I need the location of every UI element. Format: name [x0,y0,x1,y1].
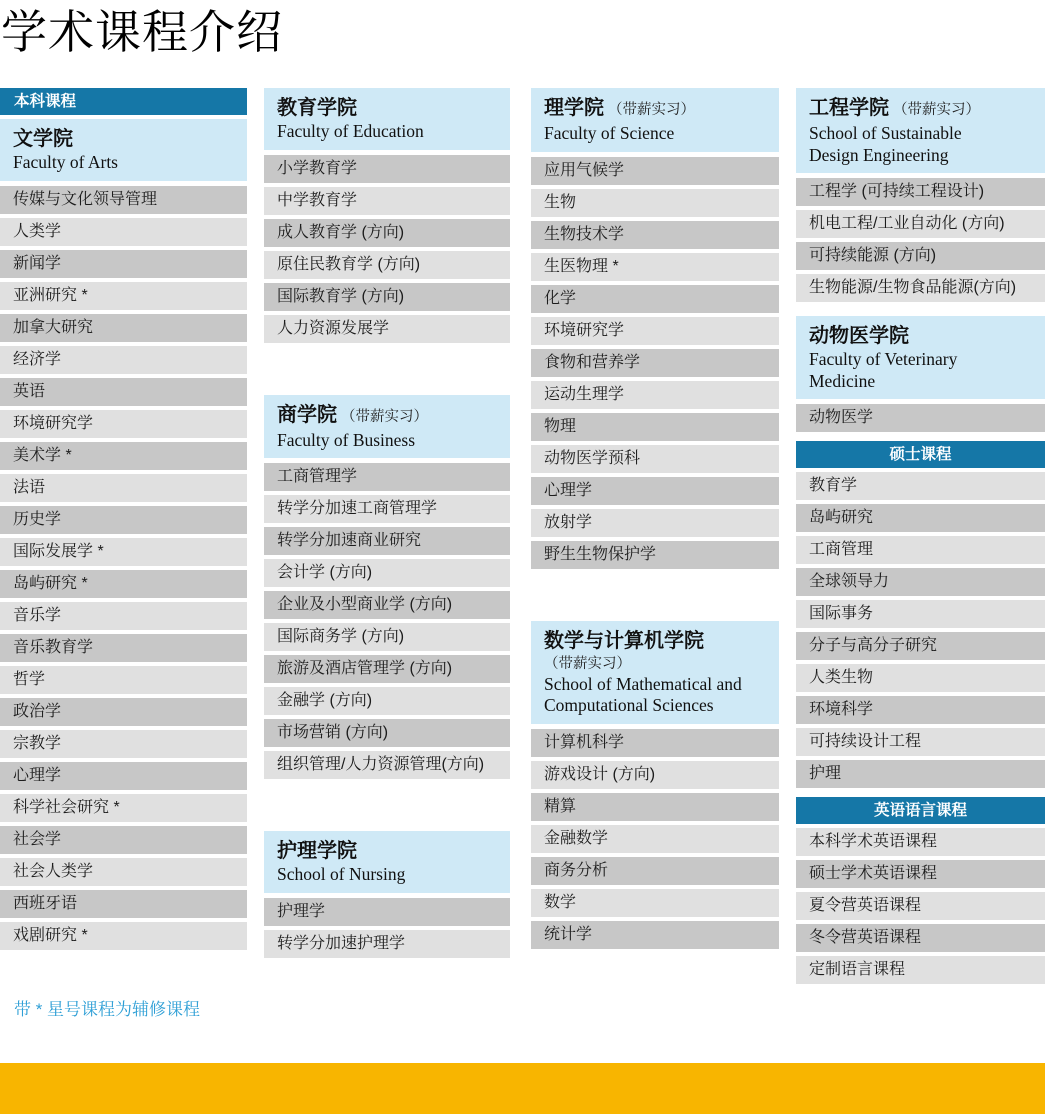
program-item: 社会学 [0,826,247,854]
coop-note: （带薪实习） [337,408,429,425]
program-item: 应用气候学 [531,157,779,185]
program-item: 化学 [531,285,779,313]
program-item: 生物 [531,189,779,217]
program-item: 人力资源发展学 [264,315,510,343]
program-item: 护理学 [264,898,510,926]
faculty-name-en: School of Mathematical and [544,673,742,694]
column-1 [0,88,247,954]
faculty-name-en: Design Engineering [809,144,949,165]
faculty-name-cn: 教育学院 [277,97,357,119]
program-item: 人类学 [0,218,247,246]
program-item: 心理学 [531,477,779,505]
program-item: 计算机科学 [531,729,779,757]
faculty-name-en: Faculty of Arts [13,152,118,172]
program-item: 机电工程/工业自动化 (方向) [796,210,1045,238]
faculty-name-en: School of Sustainable [809,123,962,143]
program-item: 音乐教育学 [0,634,247,662]
column-4 [796,88,1045,988]
faculty-header [0,119,247,181]
program-item: 原住民教育学 (方向) [264,251,510,279]
faculty-name-cn: 动物医学院 [809,325,909,347]
program-item: 人类生物 [796,664,1045,692]
program-item: 国际事务 [796,600,1045,628]
program-item: 加拿大研究 [0,314,247,342]
faculty-name-en: School of Nursing [277,864,406,884]
program-item: 亚洲研究 * [0,282,247,310]
program-item: 生物能源/生物食品能源(方向) [796,274,1045,302]
program-item: 转学分加速工商管理学 [264,495,510,523]
program-item: 环境研究学 [0,410,247,438]
program-item: 冬令营英语课程 [796,924,1045,952]
program-item: 哲学 [0,666,247,694]
footer-color-bar [0,1063,1045,1114]
program-item: 环境研究学 [531,317,779,345]
program-item: 西班牙语 [0,890,247,918]
program-item: 统计学 [531,921,779,949]
program-item: 企业及小型商业学 (方向) [264,591,510,619]
program-item: 护理 [796,760,1045,788]
program-item: 工商管理学 [264,463,510,491]
program-item: 商务分析 [531,857,779,885]
program-item: 会计学 (方向) [264,559,510,587]
program-item: 科学社会研究 * [0,794,247,822]
program-item: 环境科学 [796,696,1045,724]
program-item: 可持续能源 (方向) [796,242,1045,270]
program-item: 国际商务学 (方向) [264,623,510,651]
faculty-name-en: Medicine [809,370,876,391]
program-item: 岛屿研究 [796,504,1045,532]
faculty-name-cn: 商学院 （带薪实习） [277,403,429,426]
program-item: 运动生理学 [531,381,779,409]
column-3 [531,88,779,953]
program-item: 转学分加速商业研究 [264,527,510,555]
program-item: 组织管理/人力资源管理(方向) [264,751,510,779]
program-item: 国际发展学 * [0,538,247,566]
program-item: 成人教育学 (方向) [264,219,510,247]
program-item: 音乐学 [0,602,247,630]
program-item: 放射学 [531,509,779,537]
program-item: 戏剧研究 * [0,922,247,950]
program-item: 国际教育学 (方向) [264,283,510,311]
faculty-header [531,621,779,724]
faculty-header [531,88,779,152]
program-item: 美术学 * [0,442,247,470]
faculty-name-en: Faculty of Veterinary [809,349,958,369]
faculty-name-en: Computational Sciences [544,695,714,715]
program-item: 市场营销 (方向) [264,719,510,747]
program-item: 宗教学 [0,730,247,758]
faculty-name-en: Faculty of Business [277,429,416,450]
program-item: 英语 [0,378,247,406]
program-item: 可持续设计工程 [796,728,1045,756]
program-item: 政治学 [0,698,247,726]
program-item: 野生生物保护学 [531,541,779,569]
faculty-name-cn: 数学与计算机学院 [544,629,704,652]
faculty-header [264,88,510,150]
program-item: 工商管理 [796,536,1045,564]
program-item: 数学 [531,889,779,917]
program-item: 小学教育学 [264,155,510,183]
program-item: 分子与高分子研究 [796,632,1045,660]
faculty-name-cn: 理学院 （带薪实习） [544,97,696,119]
program-item: 动物医学预科 [531,445,779,473]
program-item: 新闻学 [0,250,247,278]
program-item: 岛屿研究 * [0,570,247,598]
faculty-name-en: Faculty of Education [277,121,424,141]
program-item: 游戏设计 (方向) [531,761,779,789]
program-item: 本科学术英语课程 [796,828,1045,856]
program-item: 金融数学 [531,825,779,853]
program-item: 心理学 [0,762,247,790]
category-band: 本科课程 [0,88,247,115]
program-item: 生物技术学 [531,221,779,249]
program-item: 定制语言课程 [796,956,1045,984]
faculty-header [264,831,510,893]
coop-note: （带薪实习） [544,655,631,672]
coop-note: （带薪实习） [889,102,981,118]
program-item: 生医物理 * [531,253,779,281]
column-2 [264,88,510,962]
asterisk-footnote: 带 * 星号课程为辅修课程 [14,1000,201,1019]
program-item: 经济学 [0,346,247,374]
program-item: 法语 [0,474,247,502]
faculty-name-cn: 工程学院 （带薪实习） [809,97,981,119]
program-item: 社会人类学 [0,858,247,886]
faculty-header [796,316,1045,399]
program-item: 动物医学 [796,404,1045,432]
program-item: 旅游及酒店管理学 (方向) [264,655,510,683]
program-item: 金融学 (方向) [264,687,510,715]
program-item: 转学分加速护理学 [264,930,510,958]
program-item: 传媒与文化领导管理 [0,186,247,214]
page-title: 学术课程介绍 [1,6,283,58]
category-band: 英语语言课程 [796,797,1045,824]
faculty-name-cn: 护理学院 [277,840,357,862]
faculty-header [796,88,1045,173]
faculty-header [264,395,510,459]
program-item: 历史学 [0,506,247,534]
coop-note: （带薪实习） [604,102,696,118]
category-band: 硕士课程 [796,441,1045,468]
program-item: 夏令营英语课程 [796,892,1045,920]
program-item: 精算 [531,793,779,821]
program-item: 工程学 (可持续工程设计) [796,178,1045,206]
program-item: 硕士学术英语课程 [796,860,1045,888]
program-item: 物理 [531,413,779,441]
faculty-name-en: Faculty of Science [544,123,675,143]
program-item: 全球领导力 [796,568,1045,596]
faculty-name-cn: 文学院 [13,128,73,150]
program-item: 教育学 [796,472,1045,500]
program-item: 中学教育学 [264,187,510,215]
program-item: 食物和营养学 [531,349,779,377]
